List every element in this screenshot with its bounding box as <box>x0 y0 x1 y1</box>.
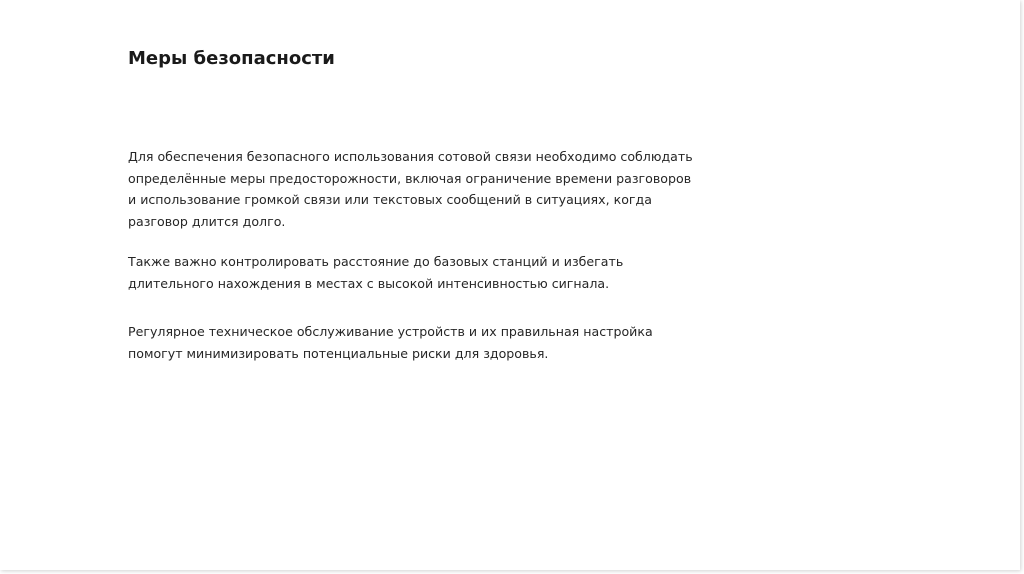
paragraph-line: Регулярное техническое обслуживание устройств и их правильная настройка <box>128 324 653 339</box>
paragraph-line: и использование громкой связи или текстовых сообщений в ситуациях, когда <box>128 192 652 208</box>
paragraph-line: Также важно контролировать расстояние до базовых станций и избегать <box>128 254 624 269</box>
paragraph-line: Для обеспечения безопасного использования сотовой связи необходимо соблюдать <box>128 149 693 164</box>
paragraph-usage-precautions <box>128 146 693 233</box>
slide-title: Меры безопасности <box>128 48 335 69</box>
paragraph-line: определённые меры предосторожности, включая ограничение времени разговоров <box>128 170 692 186</box>
paragraph-line: длительного нахождения в местах с высокой интенсивностью сигнала. <box>128 275 610 291</box>
paragraph-base-station-distance <box>128 251 688 294</box>
paragraph-line: помогут минимизировать потенциальные риски для здоровья. <box>128 345 549 361</box>
paragraph-line: разговор длится долго. <box>128 214 286 230</box>
paragraph-maintenance <box>128 321 688 364</box>
